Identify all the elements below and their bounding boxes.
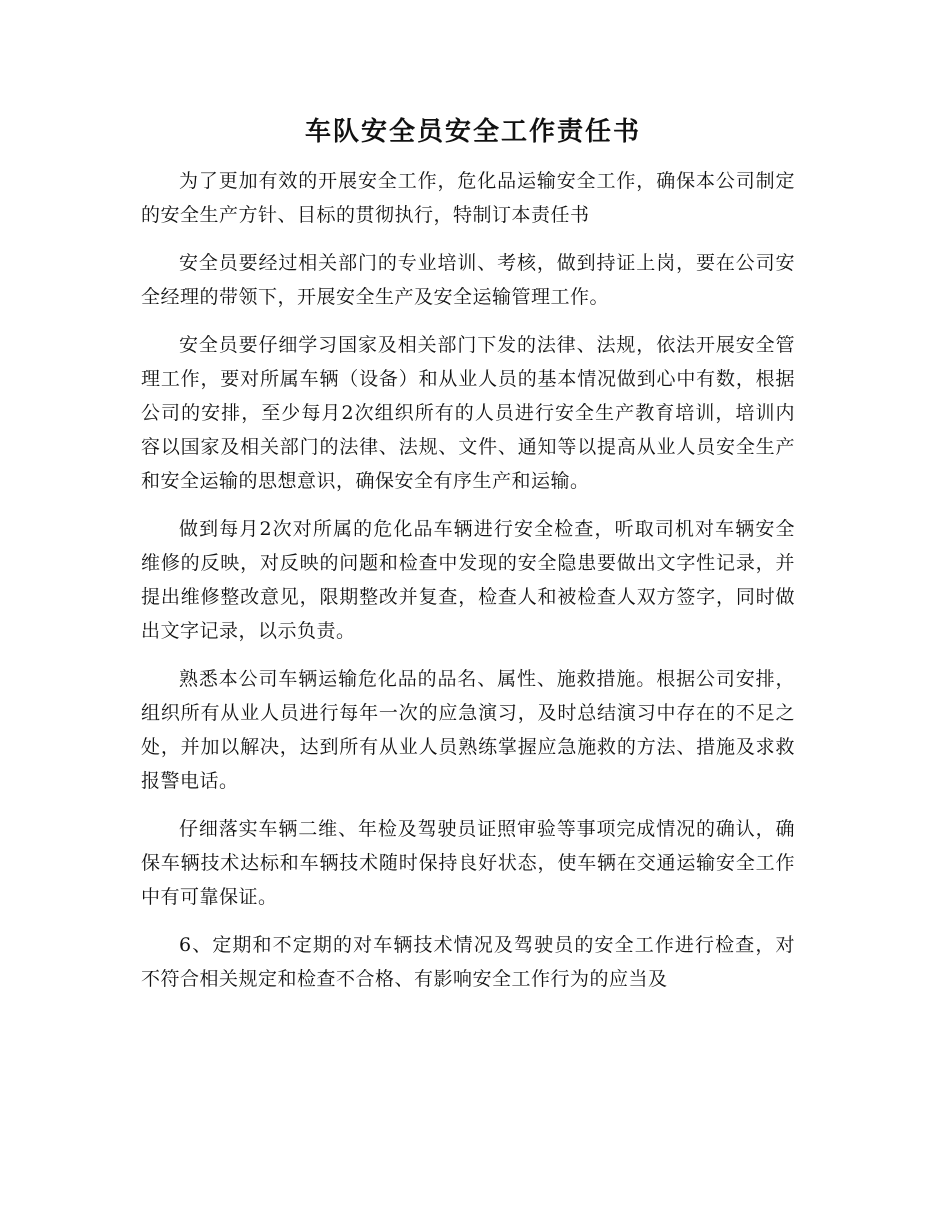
paragraph-6: 仔细落实车辆二维、年检及驾驶员证照审验等事项完成情况的确认，确保车辆技术达标和车辆技术随时保持良好状态，使车辆在交通运输安全工作中有可靠保证。 xyxy=(141,818,795,908)
paragraph-4: 做到每月2次对所属的危化品车辆进行安全检查，听取司机对车辆安全维修的反映，对反映的问题和检查中发现的安全隐患要做出文字性记录，并提出维修整改意见，限期整改并复查，检查人和被检查人双方签字，同时做出文字记录，以示负责。 xyxy=(141,518,795,642)
paragraph-1: 为了更加有效的开展安全工作，危化品运输安全工作，确保本公司制定的安全生产方针、目标的贯彻执行，特制订本责任书 xyxy=(141,170,795,226)
document-title: 车队安全员安全工作责任书 xyxy=(304,117,641,147)
paragraph-5: 熟悉本公司车辆运输危化品的品名、属性、施救措施。根据公司安排，组织所有从业人员进行每年一次的应急演习，及时总结演习中存在的不足之处，并加以解决，达到所有从业人员熟练掌握应急施救的方法、措施及求救报警电话。 xyxy=(141,668,795,792)
paragraph-3: 安全员要仔细学习国家及相关部门下发的法律、法规，依法开展安全管理工作，要对所属车辆（设备）和从业人员的基本情况做到心中有数，根据公司的安排，至少每月2次组织所有的人员进行安全生产教育培训，培训内容以国家及相关部门的法律、法规、文件、通知等以提高从业人员安全生产和安全运输的思想意识，确保安全有序生产和运输。 xyxy=(141,334,795,492)
paragraph-2: 安全员要经过相关部门的专业培训、考核，做到持证上岗，要在公司安全经理的带领下，开展安全生产及安全运输管理工作。 xyxy=(141,252,795,308)
paragraph-7: 6、定期和不定期的对车辆技术情况及驾驶员的安全工作进行检查，对不符合相关规定和检查不合格、有影响安全工作行为的应当及 xyxy=(141,934,795,990)
